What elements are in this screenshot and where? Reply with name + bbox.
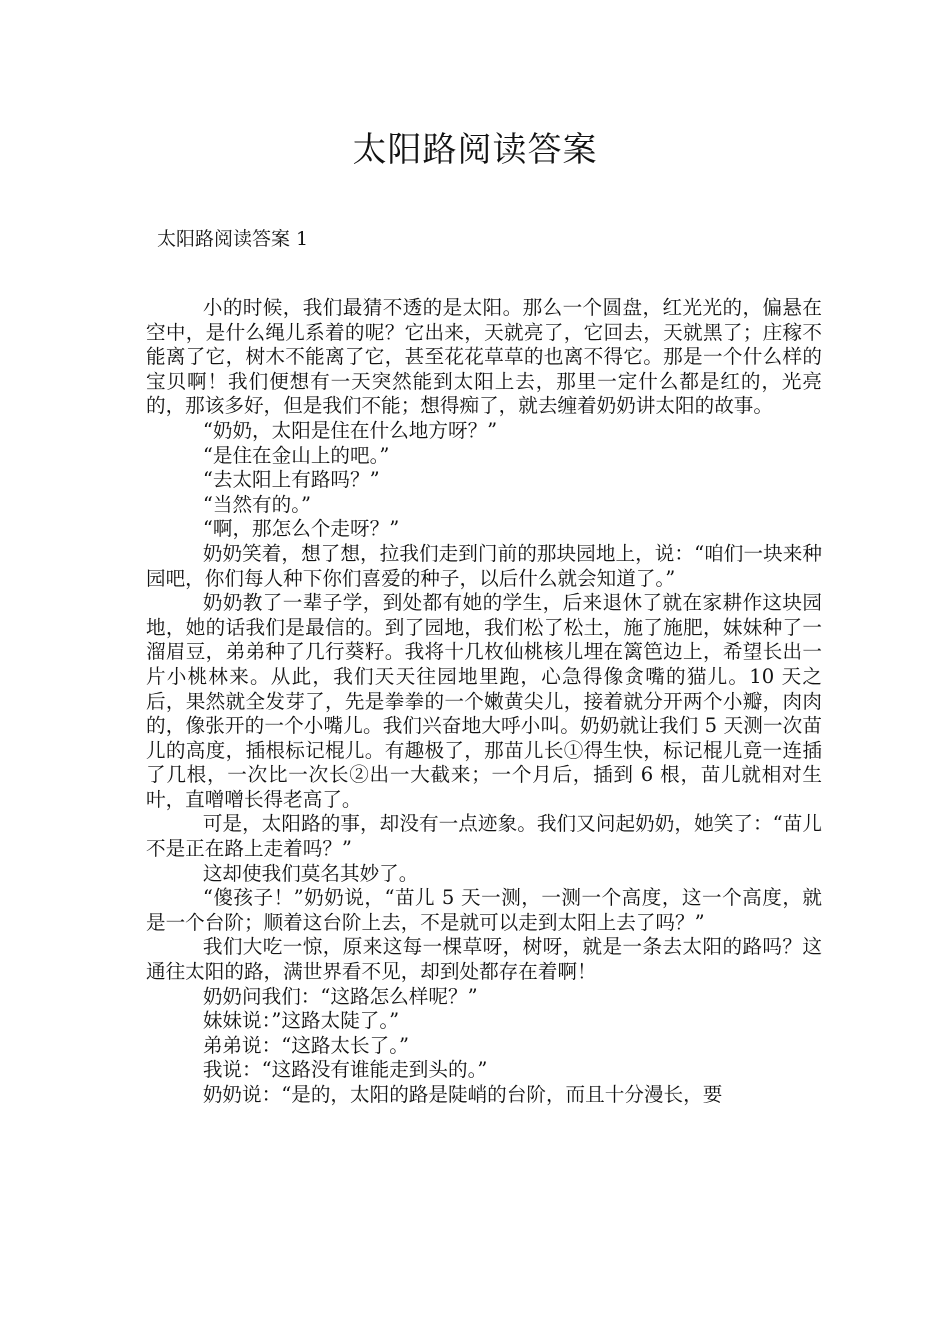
paragraph: “啊，那怎么个走呀？” bbox=[202, 517, 400, 541]
paragraph: 我说：“这路没有谁能走到头的。” bbox=[202, 1058, 488, 1082]
paragraph: 奶奶笑着，想了想，拉我们走到门前的那块园地上，说：“咱们一块来种园吧，你们每人种下你们喜爱的种子，以后什么就会知道了。” bbox=[146, 541, 822, 590]
paragraph: 可是，太阳路的事，却没有一点迹象。我们又问起奶奶，她笑了：“苗儿不是正在路上走着吗？” bbox=[146, 812, 822, 861]
section-heading: 太阳路阅读答案 1 bbox=[157, 228, 309, 250]
paragraph: “奶奶，太阳是住在什么地方呀？” bbox=[202, 418, 498, 442]
paragraph: 我们大吃一惊，原来这每一棵草呀，树呀，就是一条去太阳的路吗？这通往太阳的路，满世界看不见，却到处都存在着啊！ bbox=[146, 935, 822, 984]
paragraph: 妹妹说：”这路太陡了。” bbox=[202, 1009, 400, 1033]
paragraph: 这却使我们莫名其妙了。 bbox=[202, 861, 419, 885]
paragraph: “当然有的。” bbox=[202, 492, 312, 516]
paragraph: 小的时候，我们最猜不透的是太阳。那么一个圆盘，红光光的，偏悬在空中，是什么绳儿系着的呢？它出来，天就亮了，它回去，天就黑了；庄稼不能离了它，树木不能离了它，甚至花花草草的也离不得它。那是一个什么样的宝贝啊！我们便想有一天突然能到太阳上去，那里一定什么都是红的，光亮的，那该多好，但是我们不能；想得痴了，就去缠着奶奶讲太阳的故事。 bbox=[146, 296, 822, 418]
paragraph: “去太阳上有路吗？” bbox=[202, 468, 380, 492]
paragraph: 奶奶问我们：“这路怎么样呢？” bbox=[202, 984, 478, 1008]
paragraph: “是住在金山上的吧。” bbox=[202, 443, 390, 467]
paragraph: 奶奶说：“是的，太阳的路是陡峭的台阶，而且十分漫长，要 bbox=[202, 1083, 723, 1106]
paragraph: 弟弟说：“这路太长了。” bbox=[202, 1033, 409, 1057]
body-text bbox=[146, 296, 822, 1108]
paragraph: “傻孩子！”奶奶说，“苗儿 5 天一测，一测一个高度，这一个高度，就是一个台阶；顺着这台阶上去，不是就可以走到太阳上去了吗？” bbox=[146, 886, 822, 934]
paragraph: 奶奶教了一辈子学，到处都有她的学生，后来退休了就在家耕作这块园地，她的话我们是最信的。到了园地，我们松了松土，施了施肥，妹妹种了一溜眉豆，弟弟种了几行葵籽。我将十几枚仙桃核儿埋在篱笆边上，希望长出一片小桃林来。从此，我们天天往园地里跑，心急得像贪嘴的猫儿。10 天之后，果然就全发芽了，先是拳拳的一个嫩黄尖儿，接着就分开两个小瓣，肉肉的，像张开的一个小嘴儿。我们兴奋地大呼小叫。奶奶就让我们 5 天测一次苗儿的高度，插根标记棍儿。有趣极了，那苗儿长①得生快，标记棍儿竟一连插了几根，一次比一次长②出一大截来；一个月后，插到 6 根，苗儿就相对生叶，直噌噌长得老高了。 bbox=[146, 591, 822, 811]
document-title: 太阳路阅读答案 bbox=[352, 130, 598, 170]
